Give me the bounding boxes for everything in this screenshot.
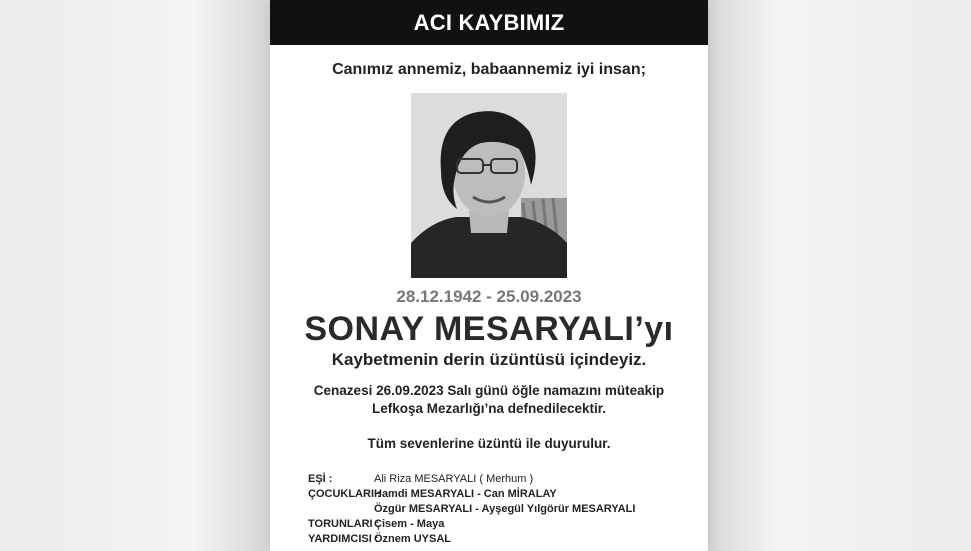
family-value-cocuklari-1: Hamdi MESARYALI - Can MİRALAY (374, 488, 557, 500)
family-value-torunlari: Çisem - Maya (374, 518, 445, 530)
family-label-cocuklari: ÇOCUKLARI : (308, 488, 381, 500)
deceased-name (270, 310, 708, 349)
sorrow-message: Kaybetmenin derin üzüntüsü içindeyiz. (331, 350, 647, 369)
family-value-cocuklari-2: Özgür MESARYALI - Ayşegül Yılgörür MESARYALI (374, 503, 636, 515)
announcement: Tüm sevenlerine üzüntü ile duyurulur. (367, 436, 611, 451)
family-label-torunlari: TORUNLARI : (308, 518, 380, 530)
life-dates: 28.12.1942 - 25.09.2023 (396, 287, 582, 306)
family-label-esi: EŞİ : (308, 473, 333, 485)
deceased-name-suffix: ’yı (634, 310, 674, 348)
family-label-yardimcisi: YARDIMCISI : (308, 533, 379, 545)
family-value-esi: Ali Riza MESARYALI ( Merhum ) (374, 473, 534, 485)
banner-title: ACI KAYBIMIZ (270, 0, 708, 45)
funeral-line-2: Lefkoşa Mezarlığı’na defnedilecektir. (371, 401, 607, 416)
obituary-card (270, 0, 708, 551)
portrait-photo (411, 93, 567, 278)
family-value-yardimcisi: Öznem UYSAL (374, 533, 452, 545)
funeral-notice (270, 382, 708, 418)
deceased-name-text: SONAY MESARYALI (304, 310, 635, 348)
funeral-line-1: Cenazesi 26.09.2023 Salı günü öğle namazını müteakip (313, 383, 665, 398)
intro-text: Canımız annemiz, babaannemiz iyi insan; (332, 61, 646, 78)
